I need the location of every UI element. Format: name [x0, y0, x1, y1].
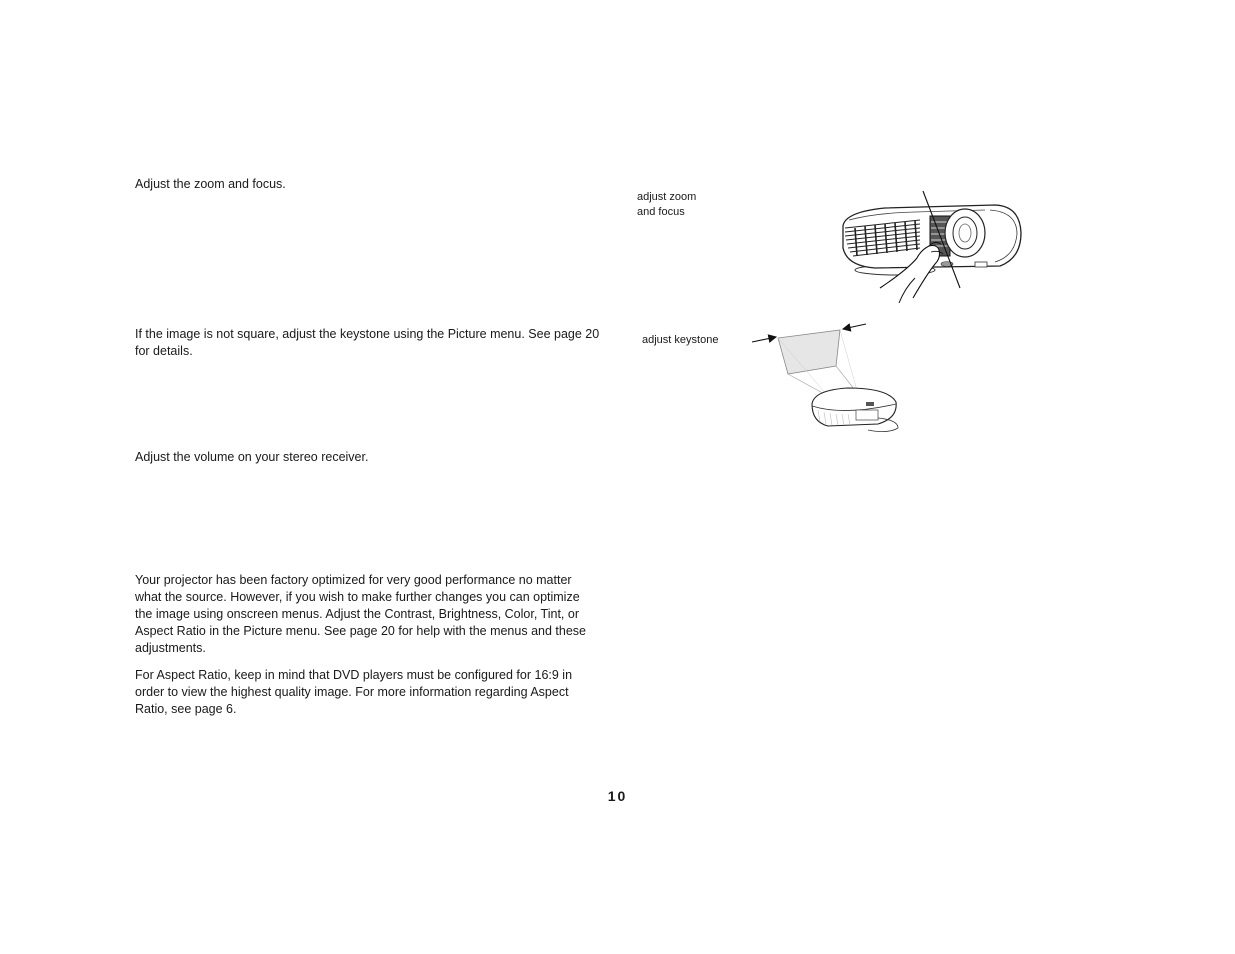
- projector-keystone-illustration: [748, 318, 908, 433]
- volume-instruction: Adjust the volume on your stereo receiver.: [135, 450, 369, 464]
- projector-zoom-illustration: [835, 188, 1030, 303]
- zoom-focus-caption-line2: and focus: [637, 206, 685, 218]
- zoom-focus-caption: [637, 190, 696, 220]
- zoom-focus-caption-line1: adjust zoom: [637, 191, 697, 203]
- aspect-ratio-paragraph: For Aspect Ratio, keep in mind that DVD players must be configured for 16:9 in order to view the highest quality image. For more information regarding Aspect Ratio, see page 6.: [135, 668, 573, 716]
- keystone-screen: [778, 330, 840, 374]
- optimize-paragraph: Your projector has been factory optimized for very good performance no matter what the source. However, if you wish to make further changes you can optimize the image using onscreen menus. Adjust the Contrast, Brightness, Color, Tint, or Aspect Ratio in the Picture menu. See page 20 for help with the menus and these adjustments.: [135, 573, 586, 655]
- keystone-right-arrow: [843, 324, 866, 329]
- page-number: 10: [607, 788, 628, 804]
- keystone-left-arrow: [752, 337, 776, 342]
- zoom-focus-instruction: Adjust the zoom and focus.: [135, 177, 286, 191]
- keystone-instruction: If the image is not square, adjust the keystone using the Picture menu. See page 20 for details.: [135, 327, 600, 358]
- keystone-caption: adjust keystone: [642, 334, 719, 346]
